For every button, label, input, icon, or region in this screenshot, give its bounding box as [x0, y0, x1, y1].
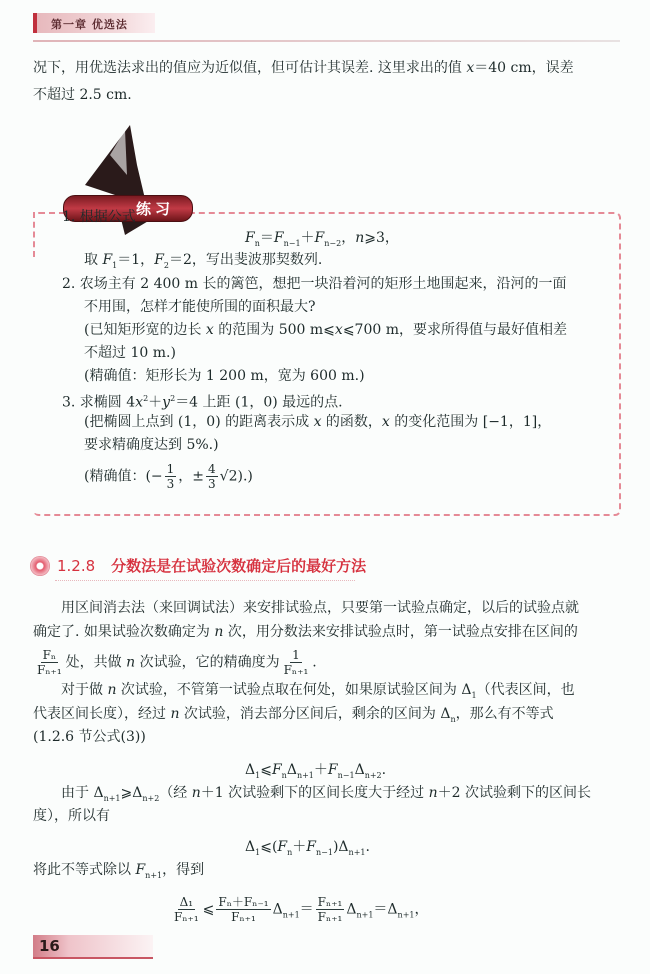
math-var: x — [205, 322, 214, 338]
math-var: x — [466, 60, 475, 76]
fraction — [172, 895, 201, 924]
superscript: 2 — [170, 394, 176, 403]
numerator: 4 — [208, 462, 216, 476]
math-var: F — [154, 252, 164, 268]
text-run: 对于做 — [33, 682, 108, 698]
text-run: Δ — [272, 901, 283, 918]
math-var: x — [381, 414, 390, 430]
text-run: ⩽ — [260, 762, 272, 778]
text-run: (精确值：(− — [84, 468, 163, 485]
math-var: F — [327, 762, 338, 778]
numerator: 1 — [292, 648, 300, 662]
numerator: Fₙ＋Fₙ₋₁ — [218, 895, 269, 909]
superscript: 2 — [143, 394, 149, 403]
text-run: . — [365, 839, 370, 855]
section-heading — [57, 555, 366, 576]
text-run: Δ — [286, 762, 297, 778]
numerator: Fₙ₊₁ — [317, 895, 343, 909]
text-run: ⩽700 m，要求所得值与最好值相差 — [342, 322, 567, 338]
subscript: 2 — [163, 260, 169, 270]
text-run: ⩽( — [260, 839, 278, 855]
body-line — [33, 598, 579, 618]
subscript: n — [281, 770, 287, 780]
fraction — [35, 648, 64, 677]
page-number-tab — [33, 935, 153, 959]
subscript: 1 — [112, 260, 118, 270]
text-run: 用区间消去法（来回调试法）来安排试验点，只要第一试验点确定，以后的试验点就 — [33, 600, 579, 616]
subscript: n+1 — [282, 910, 300, 920]
subscript: 1 — [255, 847, 261, 857]
denominator: Fₙ₊₁ — [283, 663, 309, 677]
math-var: F — [271, 762, 282, 778]
math-var: n — [126, 654, 136, 671]
math-var: n — [191, 785, 201, 801]
body-line — [33, 704, 554, 730]
text-run: ＋ — [300, 230, 315, 246]
text-run: （代表区间，也 — [476, 682, 575, 698]
text-run: 度），所以有 — [33, 808, 110, 824]
intro-line — [33, 58, 574, 78]
text-run: ＋1 次试验剩下的区间长度大于经过 — [200, 785, 429, 801]
math-var: F — [306, 839, 317, 855]
text-run: √2).) — [219, 468, 253, 485]
body-line — [33, 680, 575, 706]
text-run: 代表区间长度），经过 — [33, 706, 171, 722]
denominator: Fₙ₊₁ — [37, 663, 62, 677]
math-var: n — [107, 682, 117, 698]
text-run: ＝ — [299, 901, 314, 918]
subscript: n — [254, 238, 260, 248]
numerator: 1 — [166, 462, 175, 476]
page-number: 16 — [39, 937, 60, 955]
text-run: 处，共做 — [65, 654, 127, 671]
text-run: 1. 根据公式 — [62, 209, 136, 225]
text-run: 况下，用优选法求出的值应为近似值，但可估计其误差. 这里求出的值 — [33, 60, 467, 76]
fraction — [165, 462, 177, 491]
subscript: n+1 — [356, 910, 374, 920]
practice-line — [84, 320, 567, 340]
fraction — [216, 895, 270, 924]
text-run: ＋2 次试验剩下的区间长 — [437, 785, 591, 801]
subscript: n−1 — [337, 770, 355, 780]
subscript: n+2 — [364, 770, 382, 780]
fraction — [282, 648, 311, 677]
text-run: ＝ — [259, 230, 274, 246]
denominator: 3 — [208, 477, 216, 491]
text-run: ＝Δ — [373, 901, 398, 918]
practice-line — [62, 389, 343, 413]
numerator: Fₙ — [42, 648, 57, 662]
subscript: n−1 — [316, 847, 333, 857]
section-number: 1.2.8 — [57, 557, 96, 575]
practice-line — [84, 435, 219, 455]
text-run: 由于 Δ — [33, 785, 104, 801]
fraction — [316, 895, 345, 924]
subscript: n−2 — [324, 238, 342, 248]
text-run: ＝2，写出斐波那契数列. — [169, 252, 323, 268]
subscript: 1 — [255, 770, 261, 780]
text-run: 取 — [84, 252, 103, 268]
text-run: (精确值：矩形长为 1 200 m，宽为 600 m.) — [84, 368, 365, 384]
text-run: Δ — [245, 839, 256, 855]
body-line — [245, 760, 386, 786]
text-run: (已知矩形宽的边长 — [84, 322, 206, 338]
text-run: 的范围为 500 m⩽ — [213, 322, 335, 338]
text-run: ⩾3， — [364, 230, 399, 246]
text-run: Δ — [245, 762, 256, 778]
body-line — [33, 727, 146, 747]
text-run: 3. 求椭圆 4 — [62, 394, 136, 411]
subscript: n+1 — [103, 793, 121, 803]
math-var: F — [277, 839, 288, 855]
text-run: ＝4 上距 (1，0) 最远的点. — [175, 394, 343, 411]
text-run: (1.2.6 节公式(3)) — [33, 729, 146, 745]
body-line — [33, 860, 204, 886]
text-run: ，那么有不等式 — [455, 706, 554, 722]
math-var: x — [313, 414, 322, 430]
practice-line — [84, 343, 176, 363]
practice-line — [84, 412, 551, 432]
text-run: 将此不等式除以 — [33, 862, 136, 878]
text-run: 次试验，它的精确度为 — [135, 654, 280, 671]
practice-badge-label: 练习 — [136, 200, 175, 218]
subscript: n−1 — [283, 238, 301, 248]
intro-line — [33, 85, 132, 105]
subscript: n+2 — [142, 793, 160, 803]
denominator: Fₙ₊₁ — [231, 910, 256, 924]
text-run: . — [312, 654, 317, 671]
section-rule — [55, 580, 355, 581]
text-run: 2. 农场主有 2 400 m 长的篱笆，想把一块沿着河的矩形土地围起来，沿河的一面 — [62, 276, 567, 292]
chapter-header — [33, 13, 155, 33]
subscript: n — [450, 714, 456, 724]
text-run: . — [381, 762, 387, 778]
text-run: Δ — [346, 901, 357, 918]
text-run: 确定了. 如果试验次数确定为 — [33, 624, 215, 640]
body-line — [245, 837, 370, 863]
section-title: 分数法是在试验次数确定后的最好方法 — [111, 557, 367, 575]
math-var: n — [428, 785, 438, 801]
subscript: n — [287, 847, 293, 857]
text-run: 次，用分数法来安排试验点时，第一试验点安排在区间的 — [223, 624, 578, 640]
text-run: )Δ — [332, 839, 349, 855]
math-var: x — [334, 322, 343, 338]
practice-box-left-edge — [33, 212, 37, 257]
denominator: Fₙ₊₁ — [317, 910, 343, 924]
fraction — [206, 462, 218, 491]
math-var: n — [214, 624, 224, 640]
math-var: y — [162, 394, 171, 411]
practice-line — [84, 366, 365, 386]
body-line — [33, 783, 591, 809]
text-run: ⩽ — [202, 901, 215, 918]
text-run: 不超过 2.5 cm. — [33, 87, 132, 103]
denominator: Fₙ₊₁ — [174, 910, 199, 924]
subscript: n+1 — [348, 847, 366, 857]
practice-line — [62, 207, 136, 227]
math-var: F — [273, 230, 284, 246]
practice-line — [84, 250, 322, 276]
text-run: ，± — [178, 468, 205, 485]
text-run: 的函数， — [321, 414, 382, 430]
text-run: Δ — [354, 762, 365, 778]
text-run: 不用围，怎样才能使所围的面积最大? — [84, 299, 316, 315]
text-run: 不超过 10 m.) — [84, 345, 176, 361]
practice-line — [84, 297, 316, 317]
text-run: ＝1， — [117, 252, 155, 268]
text-run: ⩾Δ — [120, 785, 143, 801]
chapter-title: 第一章 优选法 — [51, 18, 128, 31]
text-run: ，得到 — [162, 862, 205, 878]
text-run: （经 — [159, 785, 192, 801]
math-var: F — [314, 230, 325, 246]
header-rule — [33, 40, 620, 42]
body-line — [33, 806, 110, 826]
practice-line — [62, 274, 567, 294]
denominator: 3 — [166, 477, 175, 491]
text-run: 的变化范围为 [−1，1]， — [389, 414, 552, 430]
math-var: n — [355, 230, 365, 246]
text-run: ， — [414, 901, 429, 918]
math-var: F — [245, 230, 255, 246]
practice-line — [84, 462, 253, 491]
subscript: 1 — [471, 690, 477, 700]
math-var: F — [102, 252, 113, 268]
math-var: x — [135, 394, 144, 411]
subscript: n+1 — [397, 910, 415, 920]
numerator: Δ₁ — [179, 895, 194, 909]
text-run: 次试验，不管第一试验点取在何处，如果原试验区间为 Δ — [116, 682, 472, 698]
subscript: n+1 — [145, 870, 163, 880]
text-run: ＋ — [148, 394, 163, 411]
text-run: (把椭圆上点到 (1，0) 的距离表示成 — [84, 414, 314, 430]
subscript: n+1 — [296, 770, 314, 780]
text-run: ＋ — [313, 762, 328, 778]
section-bullet-icon — [30, 556, 50, 576]
text-run: ＋ — [292, 839, 307, 855]
text-run: ＝40 cm，误差 — [474, 60, 574, 76]
text-run: ， — [341, 230, 356, 246]
body-line — [170, 895, 429, 925]
math-var: n — [170, 706, 180, 722]
text-run: 要求精确度达到 5%.) — [84, 437, 219, 453]
body-line — [33, 622, 578, 642]
body-line — [33, 648, 317, 677]
math-var: F — [135, 862, 146, 878]
text-run: 次试验，消去部分区间后，剩余的区间为 Δ — [179, 706, 451, 722]
